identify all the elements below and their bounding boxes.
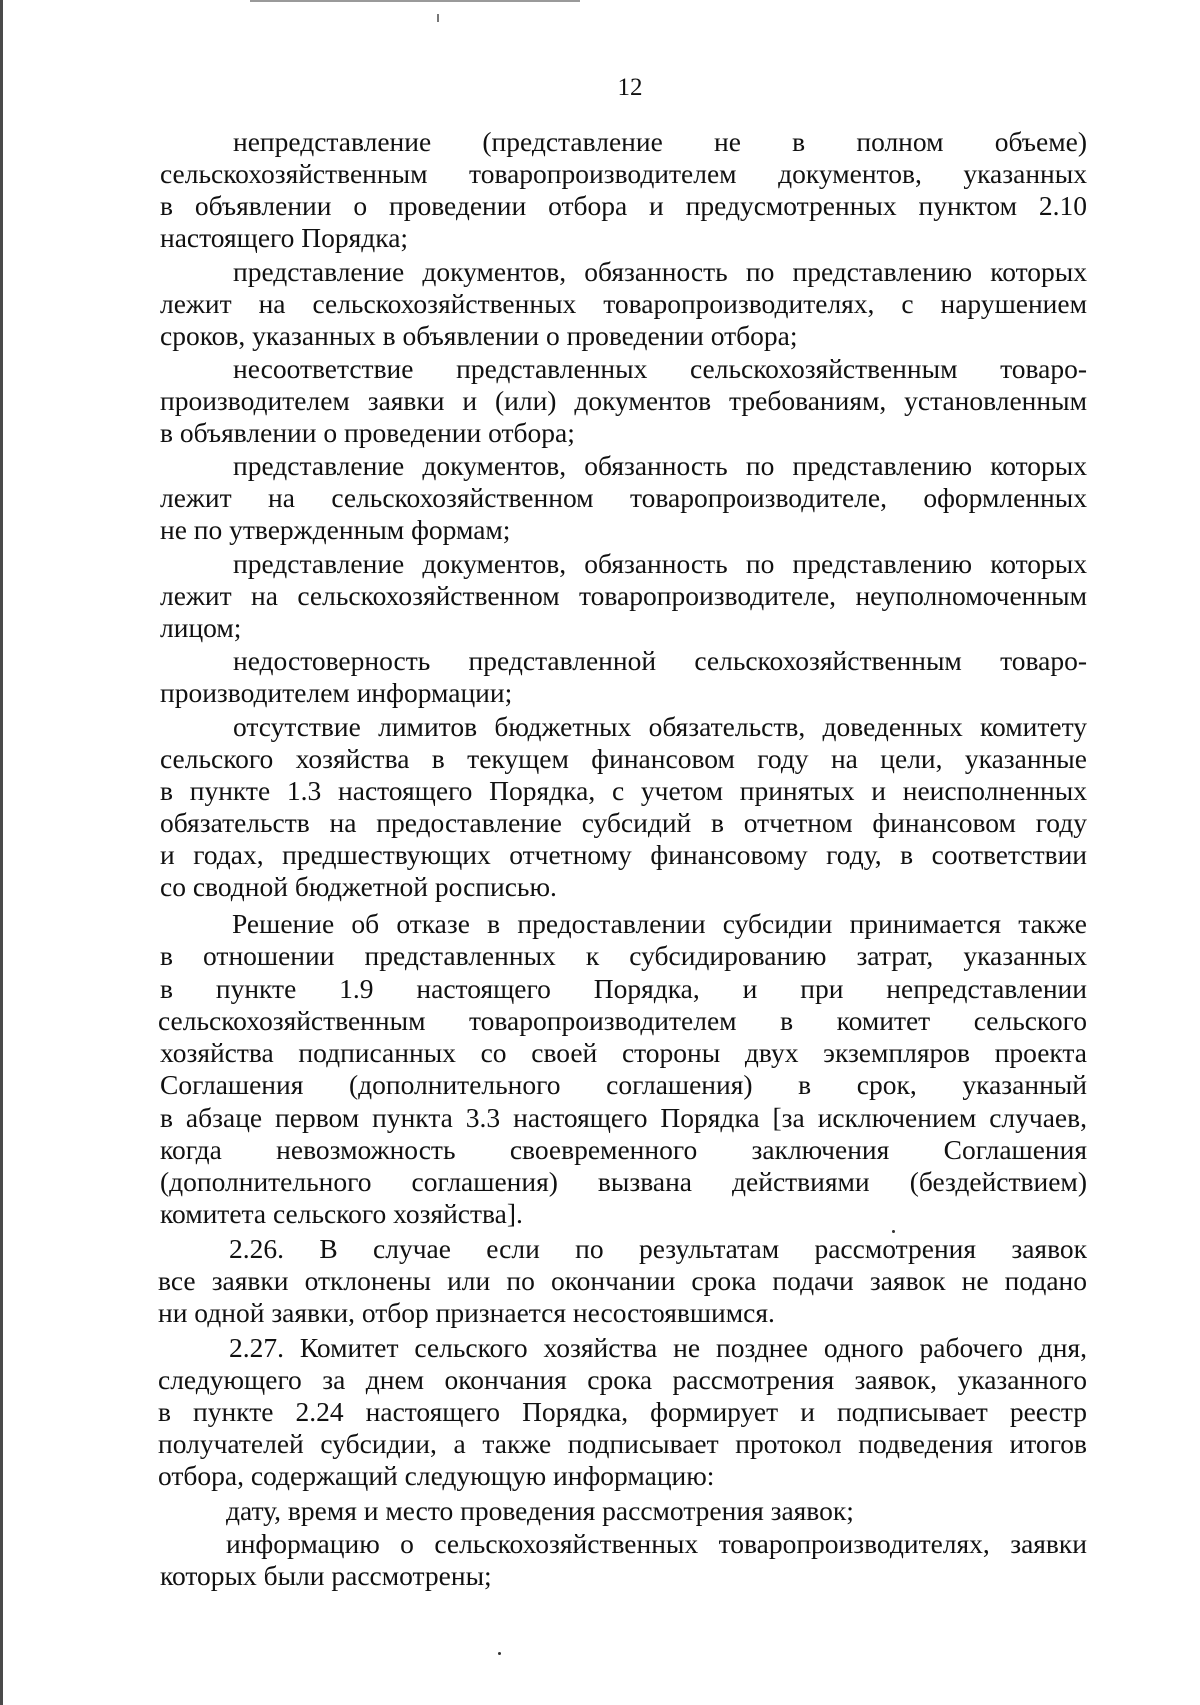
text-line: производителем информации; [160,677,513,708]
text-line: хозяйства подписанных со своей стороны двух экземпляров проекта [160,1037,1087,1068]
text-line: настоящего Порядка; [160,222,409,253]
text-line: не по утвержденным формам; [160,514,511,545]
text-line: лежит на сельскохозяйственных товаропроизводителях, с нарушением [160,288,1087,319]
text-line: в пункте 2.24 настоящего Порядка, формирует и подписывает реестр [158,1396,1087,1427]
scan-top-artifact [250,0,580,2]
text-line: которых были рассмотрены; [160,1560,492,1591]
text-line: непредставление (представление не в полном объеме) [233,126,1087,157]
scan-speck [498,1652,501,1655]
text-line: Соглашения (дополнительного соглашения) в срок, указанный [160,1069,1087,1100]
text-line: лежит на сельскохозяйственном товаропроизводителе, оформленных [160,482,1087,513]
text-line: лежит на сельскохозяйственном товаропроизводителе, неуполномоченным [160,580,1087,611]
text-line: когда невозможность своевременного заключения Соглашения [160,1134,1087,1165]
text-line: сроков, указанных в объявлении о проведении отбора; [160,320,798,351]
text-line: в отношении представленных к субсидированию затрат, указанных [160,940,1087,971]
scan-mark [437,14,439,22]
text-line: отсутствие лимитов бюджетных обязательств, доведенных комитету [233,711,1087,742]
text-line: получателей субсидии, а также подписывает протокол подведения итогов [158,1428,1087,1459]
text-line: ни одной заявки, отбор признается несостоявшимся. [158,1297,775,1328]
text-line: следующего за днем окончания срока рассмотрения заявок, указанного [158,1364,1087,1395]
text-line: (дополнительного соглашения) вызвана действиями (бездействием) [160,1166,1087,1197]
text-line: отбора, содержащий следующую информацию: [158,1460,715,1491]
text-line: информацию о сельскохозяйственных товаропроизводителях, заявки [226,1528,1087,1559]
text-line: 2.27. Комитет сельского хозяйства не позднее одного рабочего дня, [229,1332,1087,1363]
text-line: в пункте 1.9 настоящего Порядка, и при непредставлении [160,973,1087,1004]
scan-speck [892,1230,895,1233]
text-line: производителем заявки и (или) документов требованиям, установленным [160,385,1087,416]
text-line: представление документов, обязанность по представлению которых [233,548,1087,579]
text-line: сельскохозяйственным товаропроизводителем в комитет сельского [158,1005,1087,1036]
text-line: лицом; [160,612,242,643]
text-line: в объявлении о проведении отбора; [160,417,575,448]
text-line: Решение об отказе в предоставлении субсидии принимается также [232,908,1087,939]
text-line: представление документов, обязанность по представлению которых [233,450,1087,481]
text-line: все заявки отклонены или по окончании срока подачи заявок не подано [158,1265,1087,1296]
scan-left-edge [0,0,3,1705]
text-line: несоответствие представленных сельскохозяйственным товаро- [233,353,1087,384]
text-line: дату, время и место проведения рассмотрения заявок; [226,1495,854,1526]
text-line: в абзаце первом пункта 3.3 настоящего Порядка [за исключением случаев, [160,1102,1087,1133]
text-line: недостоверность представленной сельскохозяйственным товаро- [233,645,1087,676]
text-line: обязательств на предоставление субсидий в отчетном финансовом году [160,807,1087,838]
text-line: в объявлении о проведении отбора и предусмотренных пунктом 2.10 [160,190,1087,221]
text-line: 2.26. В случае если по результатам рассмотрения заявок [229,1233,1087,1264]
text-line: представление документов, обязанность по представлению которых [233,256,1087,287]
text-line: комитета сельского хозяйства]. [160,1198,523,1229]
page-number: 12 [617,74,643,101]
text-line: сельскохозяйственным товаропроизводителем документов, указанных [160,158,1087,189]
text-line: и годах, предшествующих отчетному финансовому году, в соответствии [160,839,1087,870]
text-line: со сводной бюджетной росписью. [160,871,557,902]
text-line: в пункте 1.3 настоящего Порядка, с учетом принятых и неисполненных [160,775,1087,806]
text-line: сельского хозяйства в текущем финансовом году на цели, указанные [160,743,1087,774]
